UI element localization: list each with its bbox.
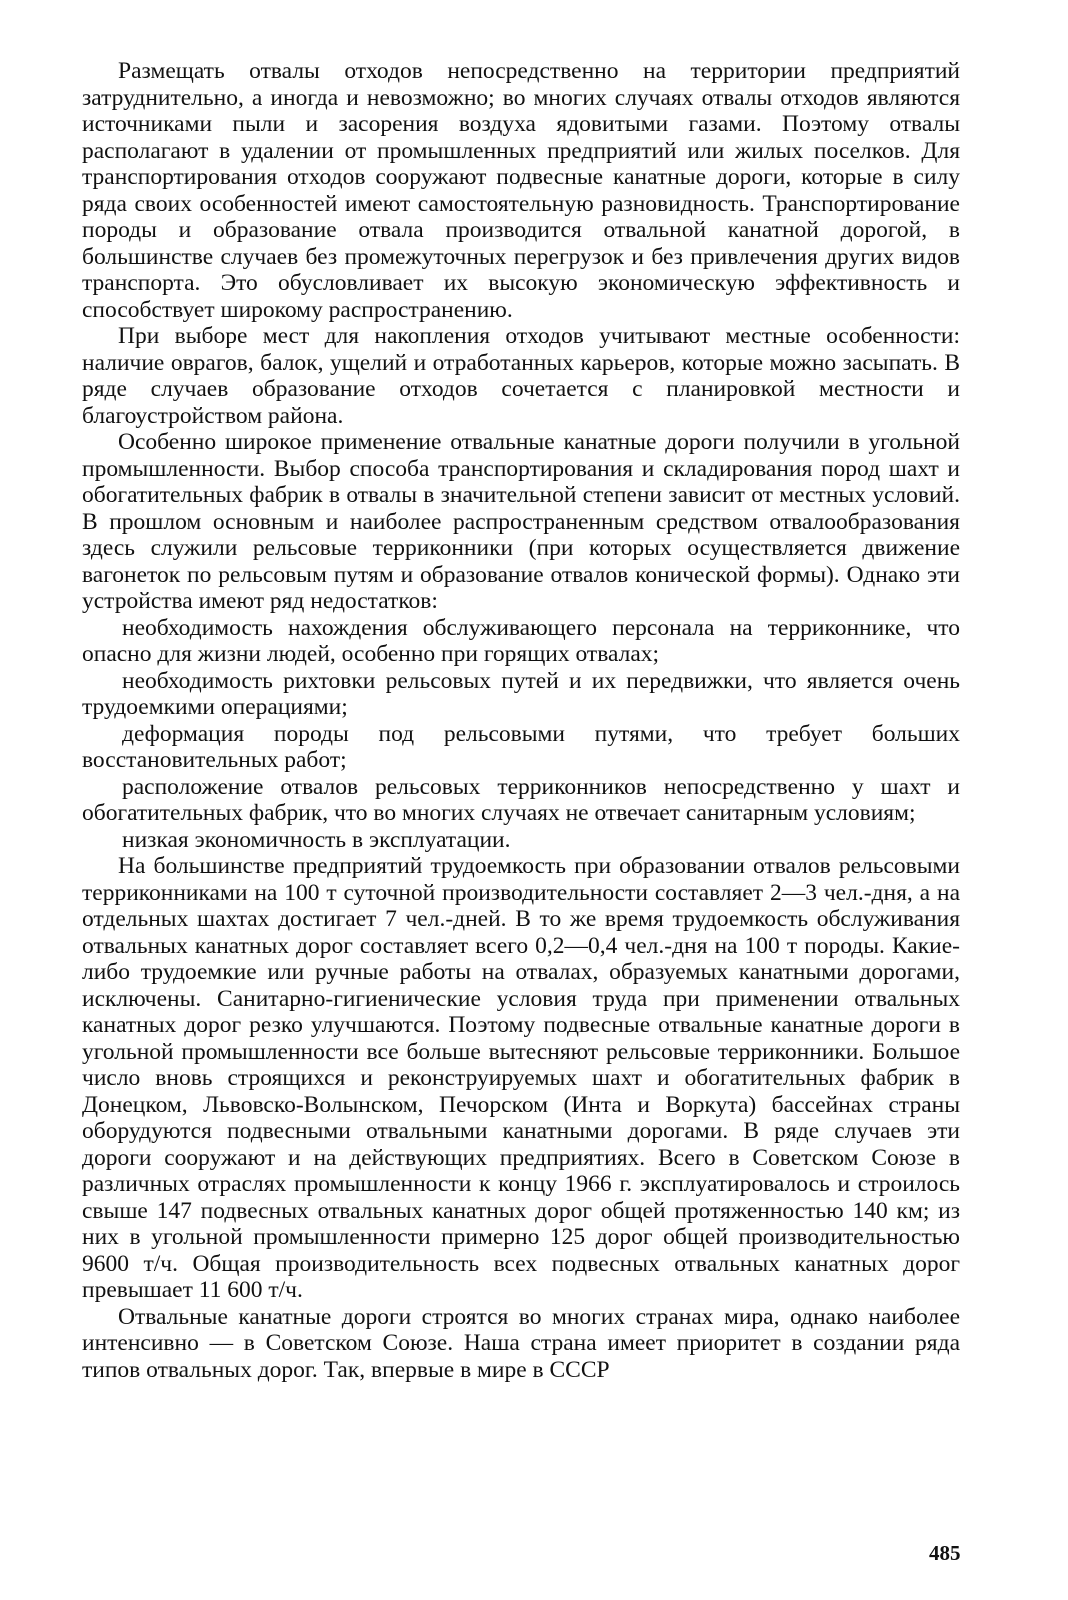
paragraph: Отвальные канатные дороги строятся во многих странах мира, однако наиболее интенсивно — в Советском Союзе. Наша страна имеет приоритет в создании ряда типов отвальных дорог. Так, впервые в мире в СССР <box>82 1303 960 1383</box>
paragraph: При выборе мест для накопления отходов учитывают местные особенности: наличие оврагов, балок, ущелий и отработанных карьеров, которые можно засыпать. В ряде случаев образование отходов сочетается с планировкой местности и благоустройством района. <box>82 323 960 429</box>
list-item: расположение отвалов рельсовых терриконников непосредственно у шахт и обогатительных фабрик, что во многих случаях не отвечает санитарным условиям; <box>82 773 960 826</box>
list-item: необходимость нахождения обслуживающего персонала на терриконнике, что опасно для жизни людей, особенно при горящих отвалах; <box>82 614 960 667</box>
list-item: необходимость рихтовки рельсовых путей и их передвижки, что является очень трудоемкими операциями; <box>82 667 960 720</box>
paragraph: Особенно широкое применение отвальные канатные дороги получили в угольной промышленности. Выбор способа транспортирования и складирования пород шахт и обогатительных фабрик в отвалы в значительной степени зависит от местных условий. В прошлом основным и наиболее распространенным средством отвалообразования здесь служили рельсовые терриконники (при которых осуществляется движение вагонеток по рельсовым путям и образование отвалов конической формы). Однако эти устройства имеют ряд недостатков: <box>82 429 960 614</box>
page-body <box>82 58 960 1383</box>
list-item: деформация породы под рельсовыми путями, что требует больших восстановительных работ; <box>82 720 960 773</box>
paragraph: Размещать отвалы отходов непосредственно на территории предприятий затруднительно, а иногда и невозможно; во многих случаях отвалы отходов являются источниками пыли и засорения воздуха ядовитыми газами. Поэтому отвалы располагают в удалении от промышленных предприятий или жилых поселков. Для транспортирования отходов сооружают подвесные канатные дороги, которые в силу ряда своих особенностей имеют самостоятельную разновидность. Транспортирование породы и образование отвала производится отвальной канатной дорогой, в большинстве случаев без промежуточных перегрузок и без привлечения других видов транспорта. Это обусловливает их высокую экономическую эффективность и способствует широкому распространению. <box>82 58 960 323</box>
paragraph: На большинстве предприятий трудоемкость при образовании отвалов рельсовыми терриконниками на 100 т суточной производительности составляет 2—3 чел.-дня, а на отдельных шахтах достигает 7 чел.-дней. В то же время трудоемкость обслуживания отвальных канатных дорог составляет всего 0,2—0,4 чел.-дня на 100 т породы. Какие-либо трудоемкие или ручные работы на отвалах, образуемых канатными дорогами, исключены. Санитарно-гигиенические условия труда при применении отвальных канатных дорог резко улучшаются. Поэтому подвесные отвальные канатные дороги в угольной промышленности все больше вытесняют рельсовые терриконники. Большое число вновь строящихся и реконструируемых шахт и обогатительных фабрик в Донецком, Львовско-Волынском, Печорском (Инта и Воркута) бассейнах страны оборудуются подвесными отвальными канатными дорогами. В ряде случаев эти дороги сооружают и на действующих предприятиях. Всего в Советском Союзе в различных отраслях промышленности к концу 1966 г. эксплуатировалось и строилось свыше 147 подвесных отвальных канатных дорог общей протяженностью 140 км; из них в угольной промышленности примерно 125 дорог общей производительностью 9600 т/ч. Общая производительность всех подвесных отвальных канатных дорог превышает 11 600 т/ч. <box>82 853 960 1303</box>
list-item: низкая экономичность в эксплуатации. <box>122 826 511 853</box>
page-number: 485 <box>929 1541 961 1565</box>
